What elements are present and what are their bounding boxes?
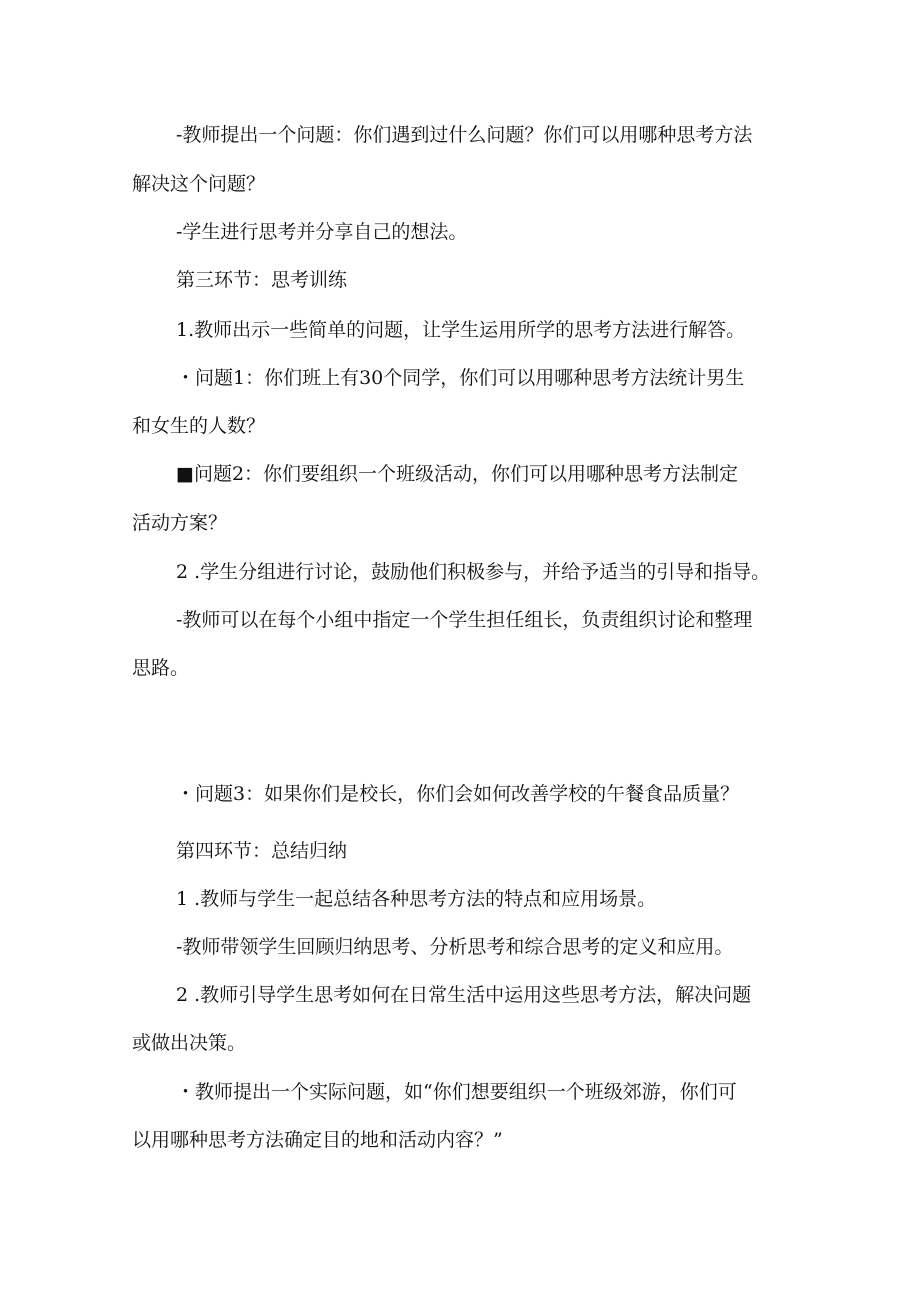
question-3: ・问题3：如果你们是校长，你们会如何改善学校的午餐食品质量？ [176, 783, 740, 805]
paragraph-teacher-question-line2: 解决这个问题？ [132, 173, 266, 195]
paragraph-teacher-question-line1: -教师提出一个问题：你们遇到过什么问题？你们可以用哪种思考方法 [176, 124, 753, 146]
paragraph-practical-question-line2: 以用哪种思考方法确定目的地和活动内容？” [132, 1129, 503, 1151]
paragraph-review: -教师带领学生回顾归纳思考、分析思考和综合思考的定义和应用。 [176, 936, 734, 958]
paragraph-group-leader-line2: 思路。 [132, 657, 190, 679]
list-item-5-line2: 或做出决策。 [132, 1032, 247, 1054]
question-2-line1: ■问题2：你们要组织一个班级活动，你们可以用哪种思考方法制定 [176, 463, 739, 485]
list-item-4: 1 .教师与学生一起总结各种思考方法的特点和应用场景。 [176, 888, 657, 910]
paragraph-practical-question-line1: ・教师提出一个实际问题，如“你们想要组织一个班级郊游，你们可 [176, 1081, 737, 1103]
section-heading-stage-three: 第三环节：思考训练 [176, 269, 348, 291]
paragraph-student-thinking: -学生进行思考并分享自己的想法。 [176, 221, 468, 243]
section-heading-stage-four: 第四环节：总结归纳 [176, 840, 348, 862]
list-item-1: 1.教师出示一些简单的问题，让学生运用所学的思考方法进行解答。 [176, 319, 746, 341]
list-item-2: 2 .学生分组进行讨论，鼓励他们积极参与，并给予适当的引导和指导。 [176, 561, 771, 583]
question-2-line2: 活动方案？ [132, 512, 228, 534]
question-1-line2: 和女生的人数？ [132, 415, 266, 437]
question-1-line1: ・问题1：你们班上有30个同学，你们可以用哪种思考方法统计男生 [176, 367, 745, 389]
list-item-5-line1: 2 .教师引导学生思考如何在日常生活中运用这些思考方法，解决问题 [176, 984, 752, 1006]
paragraph-group-leader-line1: -教师可以在每个小组中指定一个学生担任组长，负责组织讨论和整理 [176, 609, 753, 631]
